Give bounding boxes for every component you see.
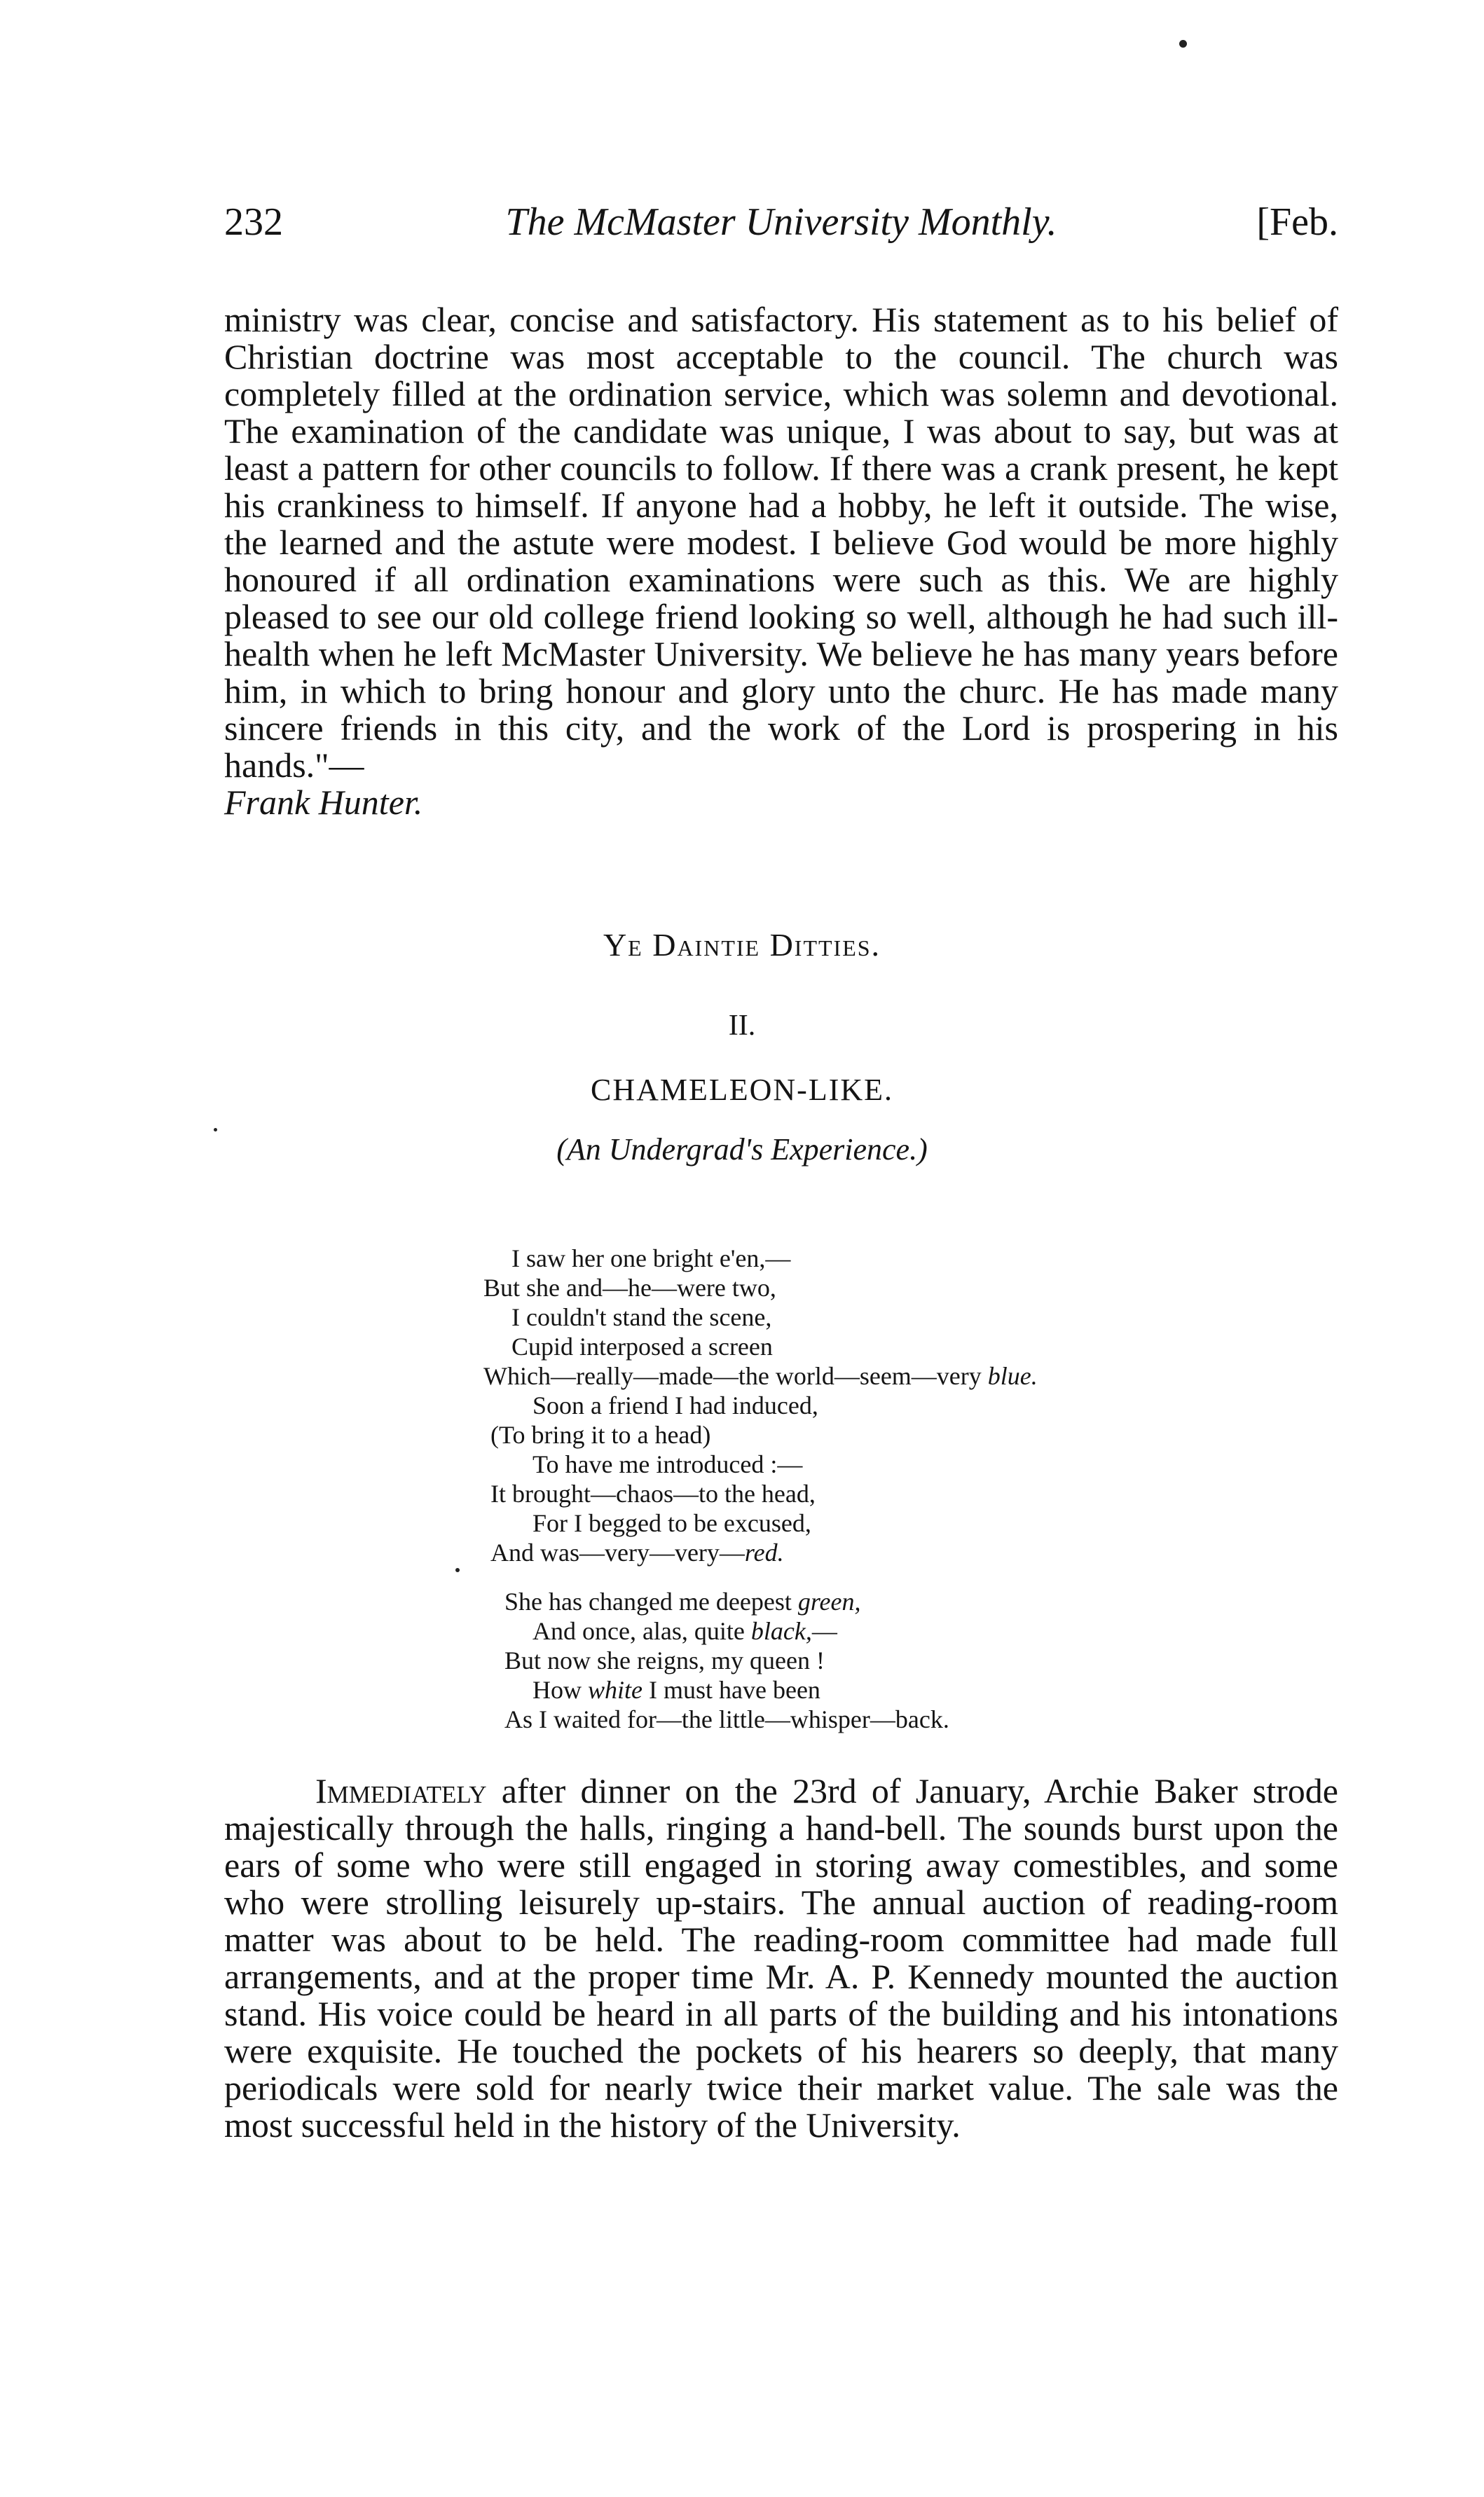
italic-word: blue. [987, 1362, 1038, 1390]
line-text: She has changed me deepest [504, 1588, 798, 1616]
scan-speck [214, 1128, 217, 1131]
poem-line [490, 1538, 1331, 1567]
poem-line: I couldn't stand the scene, [511, 1303, 772, 1331]
series-title: Ye Daintie Ditties. [603, 927, 881, 963]
italic-word: red. [744, 1539, 784, 1567]
issue-month: [Feb. [1256, 200, 1338, 244]
lead-word: Immediately [315, 1771, 487, 1810]
italic-word: black, [750, 1617, 812, 1645]
poem-line: It brought—chaos—to the head, [490, 1480, 816, 1508]
poem-line: I saw her one bright e'en,— [511, 1244, 791, 1272]
line-text: And once, alas, quite [533, 1617, 751, 1645]
poem-line [504, 1616, 1345, 1646]
body-paragraph [224, 1773, 1338, 2144]
scan-speck [1179, 40, 1187, 48]
poem-line: (To bring it to a head) [490, 1421, 711, 1449]
scan-speck [455, 1568, 460, 1572]
page-number: 232 [224, 200, 283, 244]
paragraph-text: ministry was clear, concise and satisfactory. His statement as to his belief of Christian doctrine was most acceptable to the council. The church was completely filled at the ordination service, which was solemn and devotional. The examination of the candidate was unique, I was about to say, but was at least a pattern for other councils to follow. If there was a crank present, he kept his crankiness to himself. If anyone had a hobby, he left it outside. The wise, the learned and the astute were modest. I believe God would be more highly honoured if all ordination examinations were such as this. We are highly pleased to see our old college friend looking so well, although he had such ill-health when he left McMaster University. We believe he has many years before him, in which to bring honour and glory unto the churc. He has made many sincere friends in this city, and the work of the Lord is prospering in his hands."— [224, 300, 1338, 785]
running-header [224, 200, 1338, 256]
body-paragraph-continued [224, 301, 1338, 821]
italic-word: white [588, 1676, 643, 1704]
poem-stanza-3 [504, 1587, 1345, 1734]
poem-line: But she and—he—were two, [483, 1274, 776, 1302]
poem-title: CHAMELEON-LIKE. [590, 1073, 894, 1107]
line-text: — [811, 1617, 837, 1645]
poem-line [504, 1587, 1345, 1616]
paragraph-text: after dinner on the 23rd of January, Archie Baker strode majestically through the halls, ringing a hand-bell. The sounds burst upon the ears of some who were still engaged in storing away comestibles, and some who were strolling leisurely up-stairs. The annual auction of reading-room matter was about to be held. The reading-room committee had made full arrangements, and at the proper time Mr. A. P. Kennedy mounted the auction stand. His voice could be heard in all parts of the building and his intonations were exquisite. He touched the pockets of his hearers so deeply, that many periodicals were sold for nearly twice their market value. The sale was the most successful held in the history of the University. [224, 1771, 1338, 2145]
poem-line: Soon a friend I had induced, [533, 1391, 818, 1419]
poem-subtitle: (An Undergrad's Experience.) [556, 1132, 928, 1167]
poem-line: For I begged to be excused, [533, 1509, 811, 1537]
poem-line: As I waited for—the little—whisper—back. [504, 1705, 949, 1733]
author-signature: Frank Hunter. [224, 783, 423, 822]
line-text: I must have been [643, 1676, 820, 1704]
poem-line [483, 1361, 1324, 1391]
poem-line: Cupid interposed a screen [511, 1333, 773, 1361]
poem-stanza-1 [483, 1244, 1324, 1391]
poem-line: To have me introduced :— [533, 1450, 803, 1478]
line-text: How [533, 1676, 588, 1704]
journal-title: The McMaster University Monthly. [505, 200, 1057, 244]
line-text: And was—very—very— [490, 1539, 745, 1567]
line-text: Which—really—made—the world—seem—very [483, 1362, 988, 1390]
poem-line [504, 1675, 1345, 1705]
poem-stanza-2 [490, 1391, 1331, 1567]
italic-word: green, [797, 1588, 861, 1616]
poem-line: But now she reigns, my queen ! [504, 1646, 825, 1674]
poem-numeral: II. [728, 1010, 756, 1042]
